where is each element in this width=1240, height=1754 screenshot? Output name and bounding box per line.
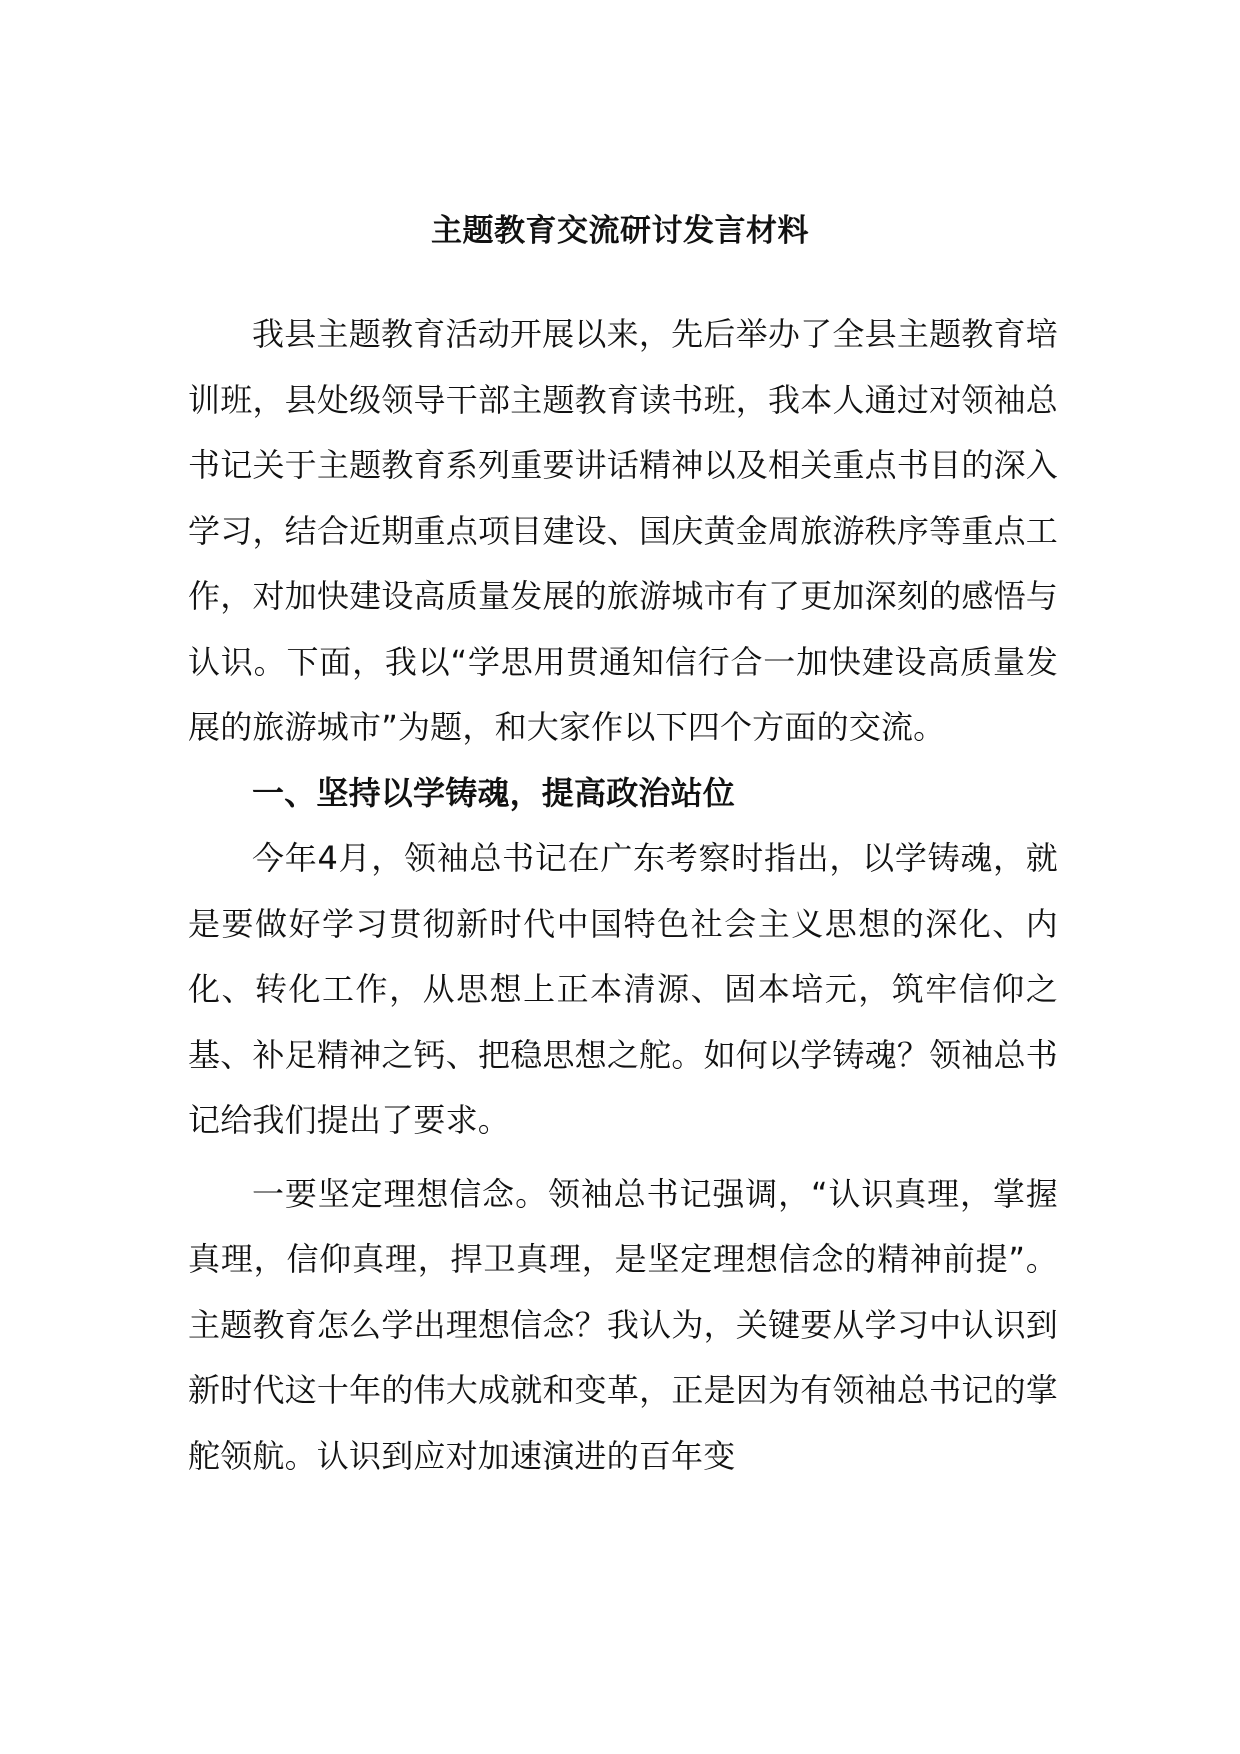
section-1-paragraph-1: 今年4月，领袖总书记在广东考察时指出，以学铸魂，就是要做好学习贯彻新时代中国特色社会主义思想的深化、内化、转化工作，从思想上正本清源、固本培元，筑牢信仰之基、补足精神之钙、把稳思想之舵。如何以学铸魂？领袖总书记给我们提出了要求。 [188, 839, 1058, 1139]
document-body [188, 302, 1058, 1489]
intro-paragraph: 我县主题教育活动开展以来，先后举办了全县主题教育培训班，县处级领导干部主题教育读书班，我本人通过对领袖总书记关于主题教育系列重要讲话精神以及相关重点书目的深入学习，结合近期重点项目建设、国庆黄金周旅游秩序等重点工作，对加快建设高质量发展的旅游城市有了更加深刻的感悟与认识。下面，我以“学思用贯通知信行合一加快建设高质量发展的旅游城市”为题，和大家作以下四个方面的交流。 [188, 315, 1058, 746]
document-title: 主题教育交流研讨发言材料 [431, 213, 809, 249]
section-1-paragraph-2: 一要坚定理想信念。领袖总书记强调，“认识真理，掌握真理，信仰真理，捍卫真理，是坚定理想信念的精神前提”。主题教育怎么学出理想信念？我认为，关键要从学习中认识到新时代这十年的伟大成就和变革，正是因为有领袖总书记的掌舵领航。认识到应对加速演进的百年变 [188, 1174, 1058, 1475]
paragraph-spacer [188, 1154, 1058, 1162]
section-heading-1: 一、坚持以学铸魂，提高政治站位 [252, 773, 736, 812]
